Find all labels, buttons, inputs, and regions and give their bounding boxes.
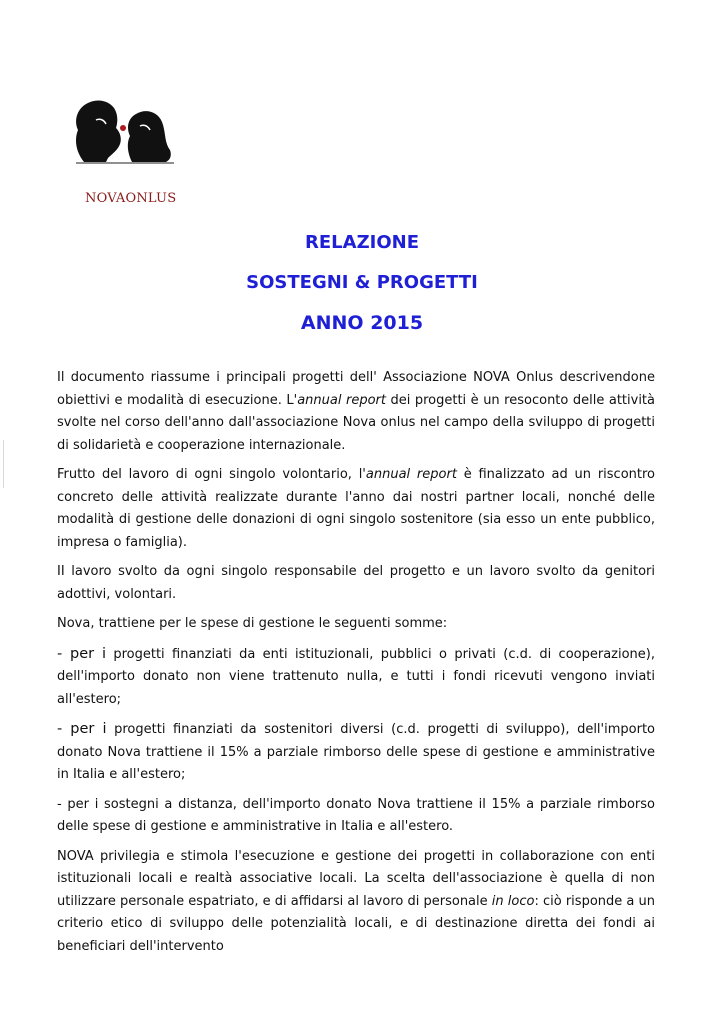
report-title	[0, 228, 724, 348]
paragraph-development: - per i progetti finanziati da sostenitori diversi (c.d. progetti di sviluppo), dell'importo donato Nova trattiene il 15% a parziale rimborso delle spese di gestione e amministrative in Italia e all'estero;	[57, 721, 655, 782]
paragraph-cooperation: - per i progetti finanziati da enti istituzionali, pubblici o privati (c.d. di cooperazione), dell'importo donato non viene trattenuto nulla, e tutti i fondi ricevuti vengono inviati all'estero;	[57, 645, 655, 707]
paragraph-annual-report: Frutto del lavoro di ogni singolo volontario, l'annual report è finalizzato ad un riscontro concreto delle attività realizzate durante l'anno dai nostri partner locali, nonché delle modalità di gestione delle donazioni di ogni singolo sostenitore (sia esso un ente pubblico, impresa o famiglia).	[57, 467, 655, 550]
document-body	[57, 367, 655, 965]
paragraph-distance-support: - per i sostegni a distanza, dell'importo donato Nova trattiene il 15% a parziale rimborso delle spese di gestione e amministrative in Italia e all'estero.	[57, 796, 655, 834]
title-line-2: SOSTEGNI & PROGETTI	[246, 272, 478, 293]
paragraph-fees-intro: Nova, trattiene per le spese di gestione le seguenti somme:	[57, 616, 448, 631]
paragraph-intro: Il documento riassume i principali progetti dell' Associazione NOVA Onlus descrivendone obiettivi e modalità di esecuzione. L'annual report dei progetti è un resoconto delle attività svolte nel corso dell'anno dall'associazione Nova onlus nel campo della sviluppo di progetti di solidarietà e cooperazione internazionale.	[57, 370, 655, 453]
paragraph-work: II lavoro svolto da ogni singolo responsabile del progetto e un lavoro svolto da genitori adottivi, volontari.	[57, 564, 655, 602]
title-line-1: RELAZIONE	[305, 232, 419, 253]
organization-name: NOVAONLUS	[85, 191, 177, 206]
silhouette-logo-icon	[66, 92, 180, 166]
organization-logo	[66, 92, 180, 166]
title-line-3: ANNO 2015	[300, 312, 424, 334]
paragraph-local-collaboration: NOVA privilegia e stimola l'esecuzione e gestione dei progetti in collaborazione con enti istituzionali locali e realtà associative locali. La scelta dell'associazione è quella di non utilizzare personale espatriato, e di affidarsi al lavoro di personale in loco: ciò risponde a un criterio etico di sviluppo delle potenzialità locali, e di destinazione diretta dei fondi ai beneficiari dell'intervento	[57, 848, 655, 954]
page-edge-line	[3, 440, 4, 488]
